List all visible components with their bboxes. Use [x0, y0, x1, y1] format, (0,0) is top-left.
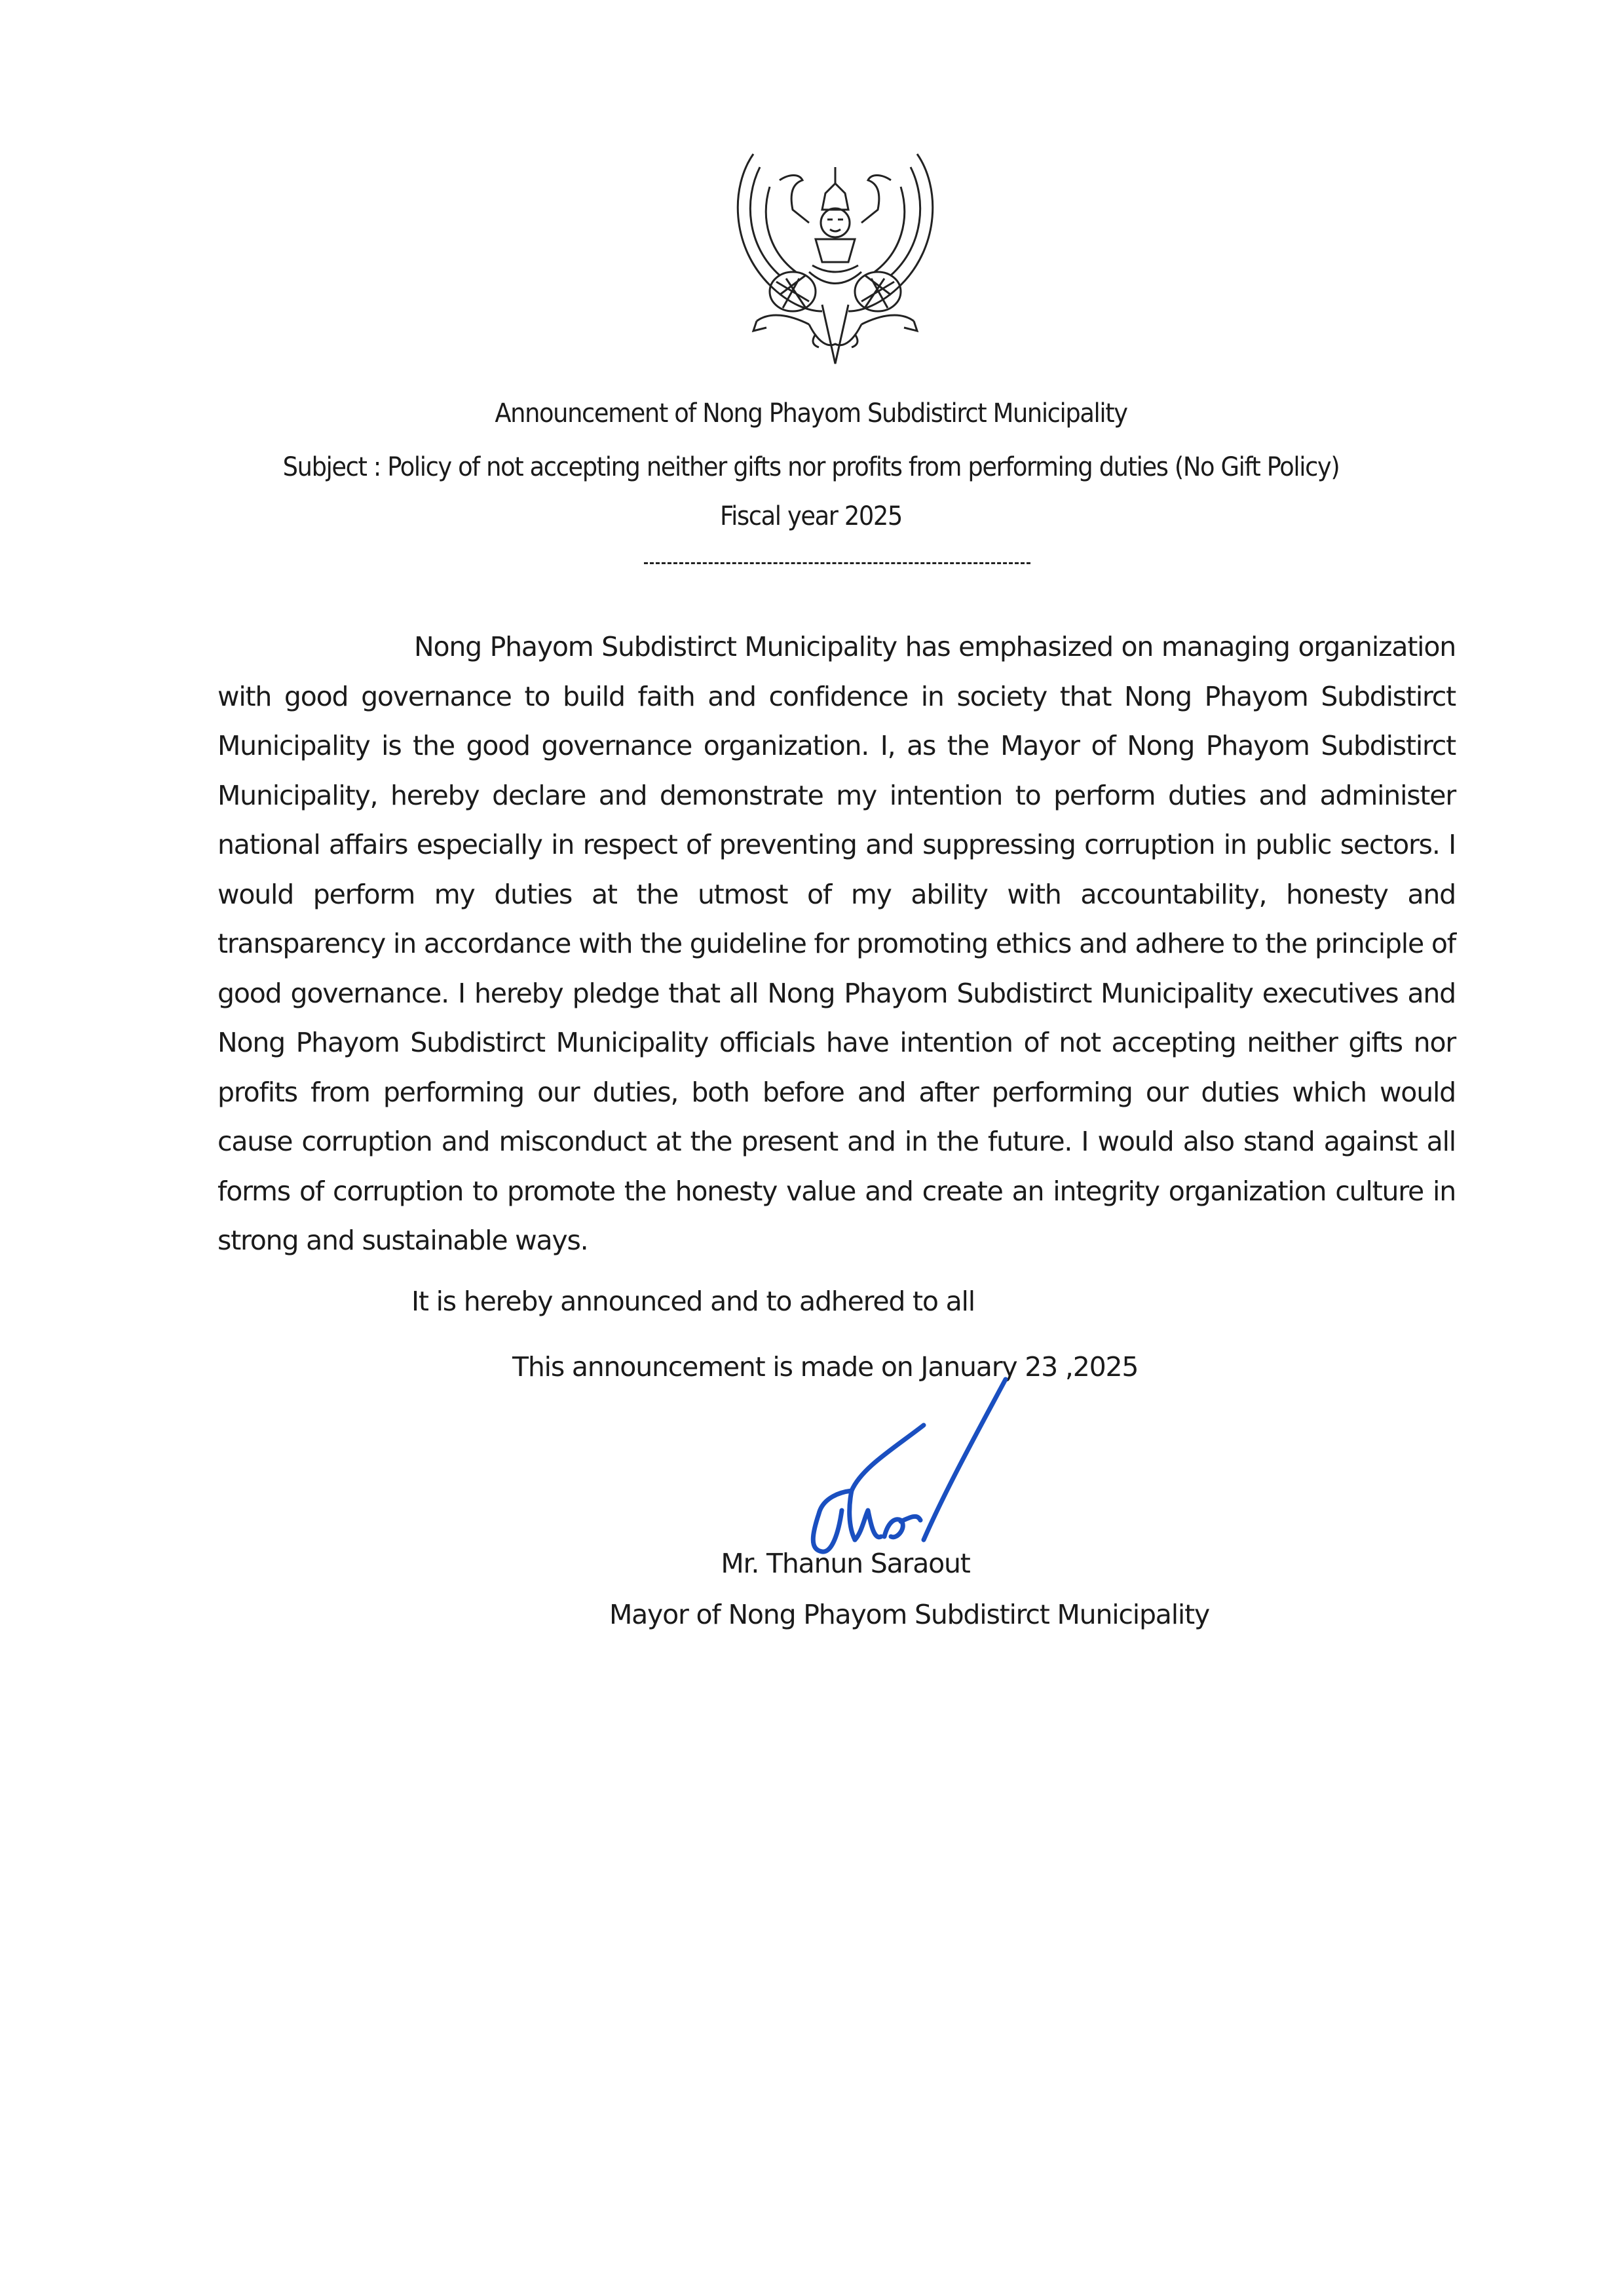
signature-icon [783, 1376, 1019, 1566]
announcement-date: This announcement is made on January 23 ,2025 [512, 1351, 1139, 1383]
closing-statement: It is hereby announced and to adhered to all [411, 1286, 975, 1317]
header-divider [644, 562, 1030, 564]
signer-name [0, 1548, 1622, 1579]
signer-title-text: Mayor of Nong Phayom Subdistirct Municipality [609, 1599, 1210, 1630]
announcement-title: Announcement of Nong Phayom Subdistirct Municipality [495, 398, 1127, 429]
policy-paragraph: Nong Phayom Subdistirct Municipality has emphasized on managing organization with good governance to build faith and confidence in society that Nong Phayom Subdistirct Municipality is the good governance organization. I, as the Mayor of Nong Phayom Subdistirct Municipality, hereby declare and demonstrate my intention to perform duties and administer national affairs especially in respect of preventing and suppressing corruption in public sectors. I would perform my duties at the utmost of my ability with accountability, honesty and transparency in accordance with the guideline for promoting ethics and adhere to the principle of good governance. I hereby pledge that all Nong Phayom Subdistirct Municipality executives and Nong Phayom Subdistirct Municipality officials have intention of not accepting neither gifts nor profits from performing our duties, both before and after performing our duties which would cause corruption and misconduct at the present and in the future. I would also stand against all forms of corruption to promote the honesty value and create an integrity organization culture in strong and sustainable ways. [217, 631, 1456, 1256]
announcement-subject: Subject : Policy of not accepting neither gifts nor profits from performing duties (No Gift Policy) [282, 452, 1340, 482]
signer-name-text: Mr. Thanun Saraout [721, 1548, 970, 1579]
signer-title [0, 1599, 1622, 1630]
fiscal-year: Fiscal year 2025 [720, 501, 902, 531]
garuda-emblem-icon [730, 147, 940, 370]
